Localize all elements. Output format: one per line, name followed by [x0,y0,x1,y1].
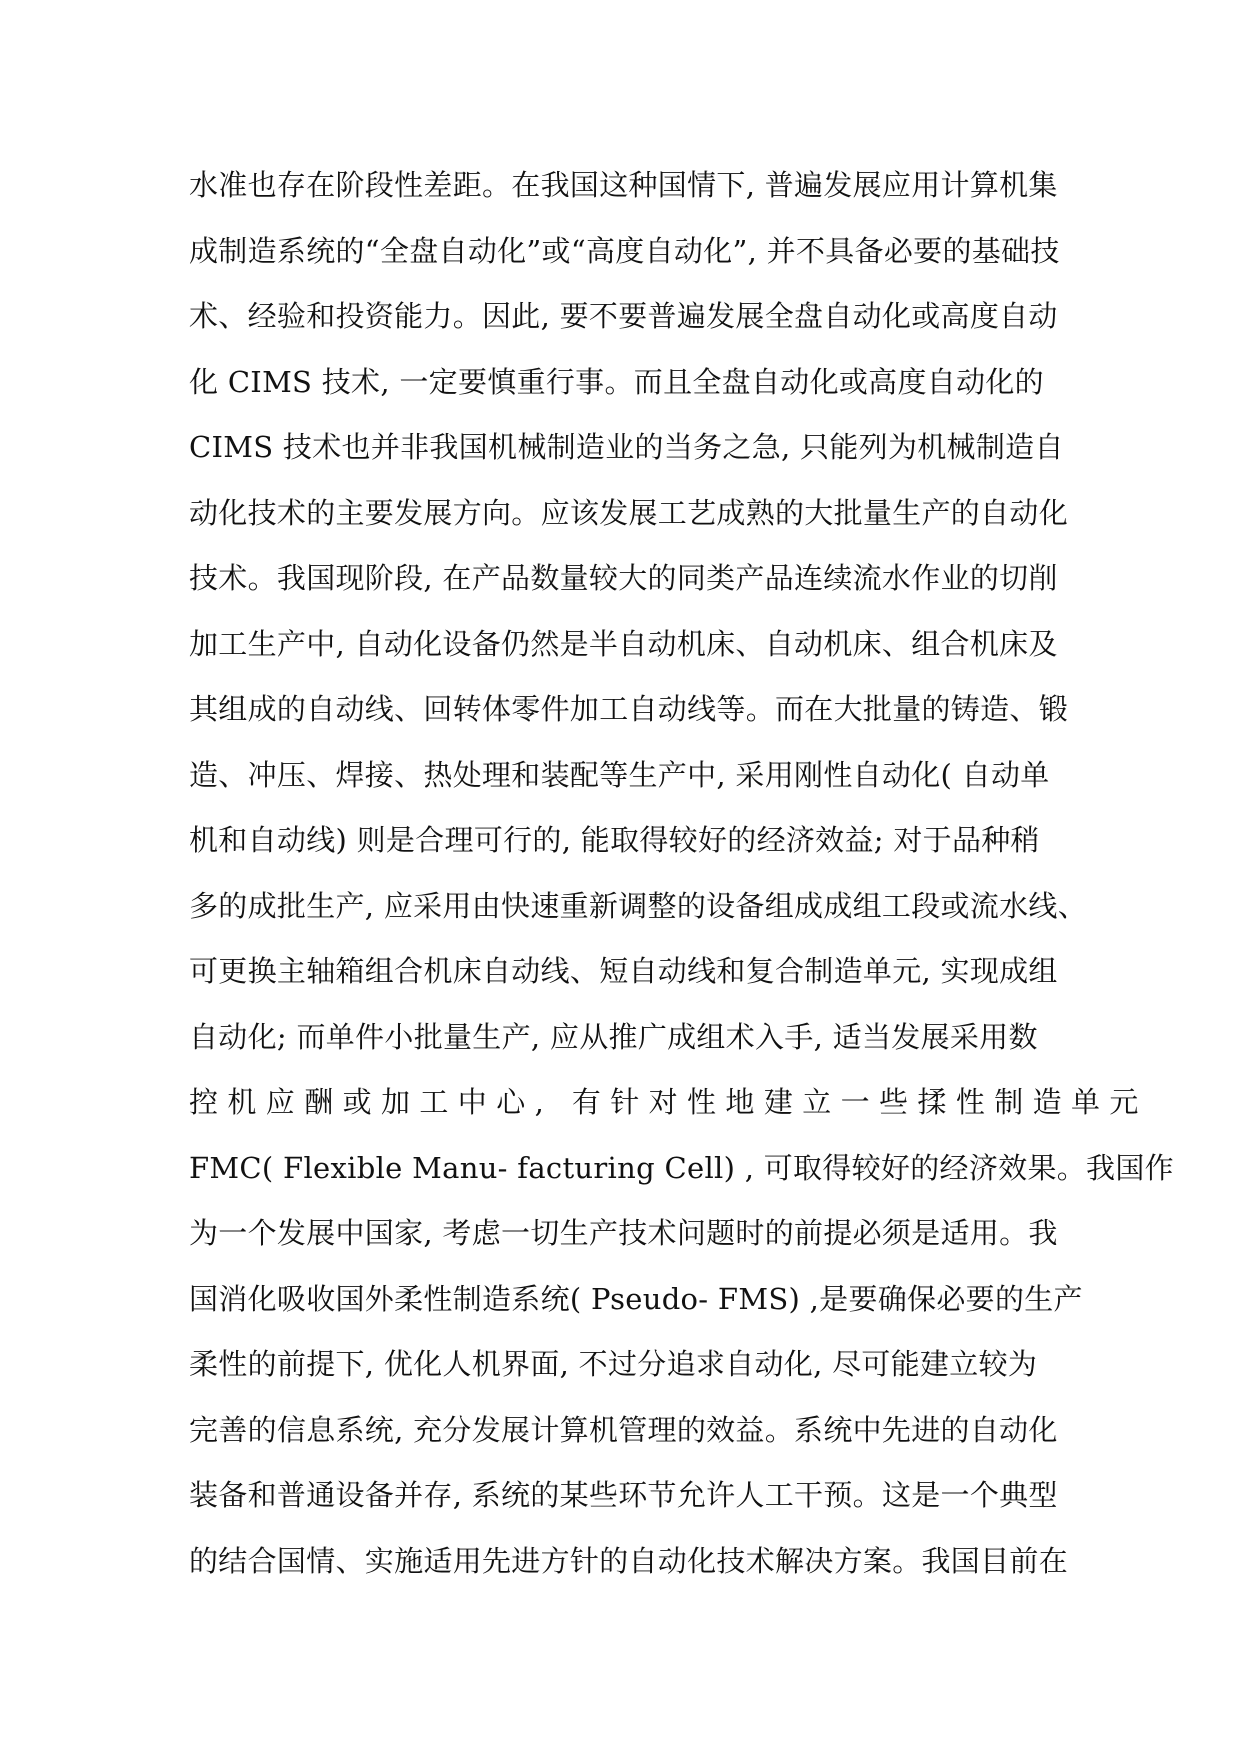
text-line: 造、冲压、焊接、热处理和装配等生产中, 采用刚性自动化( 自动单 [189,757,1050,792]
text-line: 其组成的自动线、回转体零件加工自动线等。而在大批量的铸造、锻 [189,692,1069,726]
text-line: CIMS 技术也并非我国机械制造业的当务之急, 只能列为机械制造自 [189,430,1064,464]
text-line: 控机应酬或加工中心, 有针对性地建立一些揉性制造单元 [189,1085,1148,1119]
text-line: 完善的信息系统, 充分发展计算机管理的效益。系统中先进的自动化 [189,1412,1058,1447]
text-line: 动化技术的主要发展方向。应该发展工艺成熟的大批量生产的自动化 [189,495,1069,530]
body-text [189,158,1174,1599]
text-line: FMC( Flexible Manu- facturing Cell) , 可取得较好的经济效果。我国作 [189,1150,1174,1185]
text-line: 的结合国情、实施适用先进方针的自动化技术解决方案。我国目前在 [189,1543,1069,1578]
text-line: 可更换主轴箱组合机床自动线、短自动线和复合制造单元, 实现成组 [189,954,1058,988]
text-line: 自动化; 而单件小批量生产, 应从推广成组术入手, 适当发展采用数 [189,1019,1038,1054]
text-line: 多的成批生产, 应采用由快速重新调整的设备组成成组工段或流水线、 [189,888,1088,923]
text-line: 机和自动线) 则是合理可行的, 能取得较好的经济效益; 对于品种稍 [189,823,1040,857]
text-line: 水准也存在阶段性差距。在我国这种国情下, 普遍发展应用计算机集 [189,168,1058,202]
text-line: 技术。我国现阶段, 在产品数量较大的同类产品连续流水作业的切削 [189,561,1058,595]
text-line: 柔性的前提下, 优化人机界面, 不过分追求自动化, 尽可能建立较为 [189,1347,1038,1381]
text-line: 国消化吸收国外柔性制造系统( Pseudo- FMS) ,是要确保必要的生产 [189,1281,1083,1316]
text-line: 化 CIMS 技术, 一定要慎重行事。而且全盘自动化或高度自动化的 [189,364,1044,399]
text-line: 加工生产中, 自动化设备仍然是半自动机床、自动机床、组合机床及 [189,626,1058,661]
text-line: 装备和普通设备并存, 系统的某些环节允许人工干预。这是一个典型 [189,1478,1058,1512]
text-line: 为一个发展中国家, 考虑一切生产技术问题时的前提必须是适用。我 [189,1216,1058,1250]
text-line: 成制造系统的“全盘自动化”或“高度自动化”, 并不具备必要的基础技 [189,233,1060,268]
text-line: 术、经验和投资能力。因此, 要不要普遍发展全盘自动化或高度自动 [189,299,1058,333]
